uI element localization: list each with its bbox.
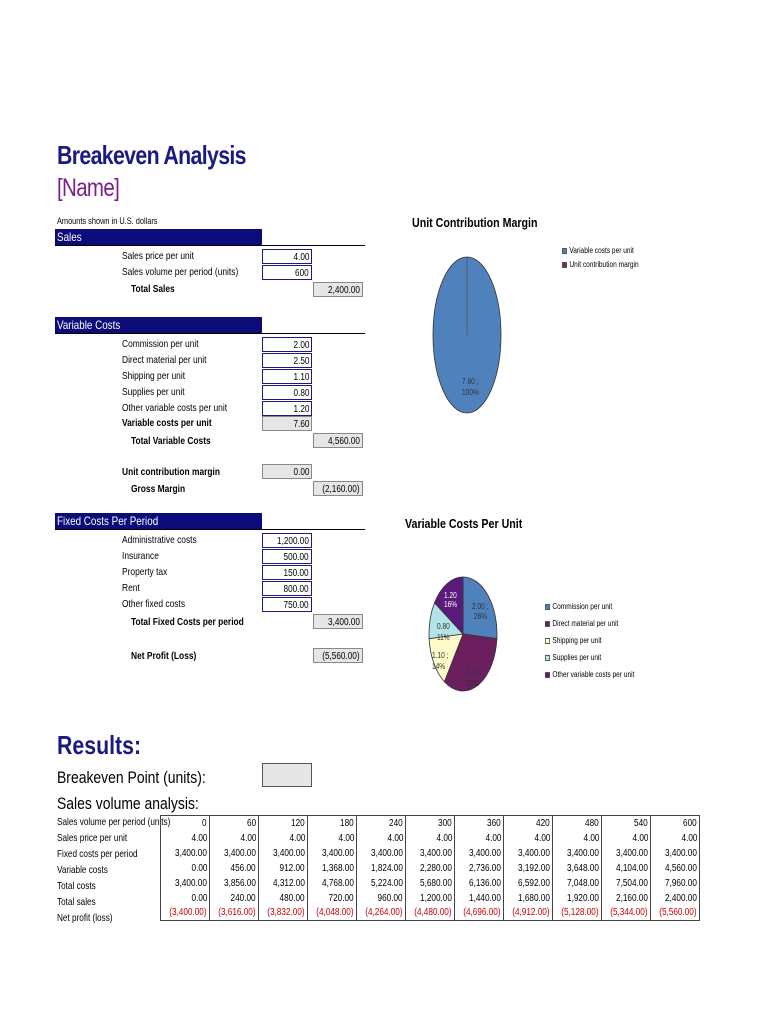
table-cell: 3,400.00 (553, 846, 602, 861)
company-name[interactable]: [Name] (57, 174, 120, 202)
table-cell: (3,400.00) (161, 906, 210, 921)
pie2-label: 0.80 (437, 622, 450, 631)
variable-cost-label: Direct material per unit (122, 354, 207, 366)
table-cell: 912.00 (259, 861, 308, 876)
results-row-label: Sales volume per period (units) (57, 816, 171, 828)
variable-cost-sum-value: 7.60 (262, 416, 312, 431)
table-cell: 1,200.00 (406, 891, 455, 906)
results-row-label: Total sales (57, 896, 96, 908)
table-cell: 4,560.00 (651, 861, 700, 876)
table-cell: 240 (357, 816, 406, 831)
divider (55, 529, 365, 530)
table-cell: 480 (553, 816, 602, 831)
legend-swatch (562, 248, 567, 254)
legend-swatch (545, 672, 550, 678)
sales-volume-label: Sales volume per period (units) (122, 266, 239, 278)
results-row-label: Net profit (loss) (57, 912, 113, 924)
variable-cost-label: Commission per unit (122, 338, 199, 350)
variable-cost-label: Other variable costs per unit (122, 402, 228, 414)
table-cell: 4.00 (651, 831, 700, 846)
variable-cost-input[interactable]: 2.50 (262, 353, 312, 368)
pie2-label: 1.20 (444, 591, 457, 600)
divider (55, 245, 365, 246)
pie2-label: 16% (444, 600, 458, 609)
fixed-cost-input[interactable]: 150.00 (262, 565, 312, 580)
chart-title-unit-contribution: Unit Contribution Margin (412, 215, 538, 230)
table-cell: 1,920.00 (553, 891, 602, 906)
pie1-label-pct: 100% (462, 388, 479, 397)
variable-costs-header: Variable Costs (55, 317, 262, 334)
legend-item: Direct material per unit (545, 619, 618, 628)
results-row-label: Variable costs (57, 864, 108, 876)
divider (55, 333, 365, 334)
table-cell: 456.00 (210, 861, 259, 876)
chart-title-variable-costs: Variable Costs Per Unit (405, 516, 523, 531)
unit-contribution-margin-value: 0.00 (262, 464, 312, 479)
unit-contribution-pie (420, 255, 530, 425)
variable-cost-input[interactable]: 2.00 (262, 337, 312, 352)
table-cell: (3,832.00) (259, 906, 308, 921)
breakeven-point-label: Breakeven Point (units): (57, 768, 206, 787)
legend-item: Shipping per unit (545, 636, 602, 645)
table-cell: 3,400.00 (308, 846, 357, 861)
table-cell: 6,592.00 (504, 876, 553, 891)
table-cell: 4.00 (308, 831, 357, 846)
table-cell: (4,912.00) (504, 906, 553, 921)
fixed-cost-input[interactable]: 1,200.00 (262, 533, 312, 548)
table-cell: 120 (259, 816, 308, 831)
pie2-label: 26% (474, 612, 488, 621)
total-fixed-costs-label: Total Fixed Costs per period (131, 616, 244, 628)
total-sales-value: 2,400.00 (313, 282, 363, 297)
table-cell: 600 (651, 816, 700, 831)
fixed-cost-input[interactable]: 800.00 (262, 581, 312, 596)
table-cell: 1,680.00 (504, 891, 553, 906)
table-row (161, 876, 700, 891)
gross-margin-label: Gross Margin (131, 483, 186, 495)
fixed-cost-label: Other fixed costs (122, 598, 186, 610)
results-row-label: Sales price per unit (57, 832, 128, 844)
pie2-label: 11% (437, 633, 450, 642)
fixed-cost-input[interactable]: 750.00 (262, 597, 312, 612)
legend-swatch (545, 604, 550, 610)
table-cell: 360 (455, 816, 504, 831)
results-header: Results: (57, 730, 142, 760)
legend-item: Supplies per unit (545, 653, 601, 662)
table-cell: 3,648.00 (553, 861, 602, 876)
fixed-cost-label: Rent (122, 582, 140, 594)
variable-cost-input[interactable]: 1.20 (262, 401, 312, 416)
table-cell: 4.00 (210, 831, 259, 846)
table-cell: 4.00 (161, 831, 210, 846)
table-cell: (3,616.00) (210, 906, 259, 921)
unit-contribution-margin-label: Unit contribution margin (122, 466, 220, 478)
variable-cost-label: Supplies per unit (122, 386, 185, 398)
table-cell: 180 (308, 816, 357, 831)
sales-header: Sales (55, 229, 262, 246)
table-cell: 960.00 (357, 891, 406, 906)
table-cell: 2,160.00 (602, 891, 651, 906)
total-variable-costs-value: 4,560.00 (313, 433, 363, 448)
table-cell: 2,736.00 (455, 861, 504, 876)
table-row (161, 906, 700, 921)
sales-volume-input[interactable]: 600 (262, 265, 312, 280)
table-cell: 4.00 (553, 831, 602, 846)
table-cell: 720.00 (308, 891, 357, 906)
legend-swatch (562, 262, 567, 268)
table-cell: 6,136.00 (455, 876, 504, 891)
fixed-cost-input[interactable]: 500.00 (262, 549, 312, 564)
table-cell: 3,400.00 (504, 846, 553, 861)
table-cell: 1,824.00 (357, 861, 406, 876)
legend-item: Commission per unit (545, 602, 612, 611)
table-cell: 3,856.00 (210, 876, 259, 891)
pie2-label: 2.00 ; (472, 602, 489, 611)
legend-swatch (545, 638, 550, 644)
sales-volume-analysis-label: Sales volume analysis: (57, 794, 199, 813)
table-cell: 4,312.00 (259, 876, 308, 891)
variable-cost-input[interactable]: 0.80 (262, 385, 312, 400)
sales-price-label: Sales price per unit (122, 250, 194, 262)
gross-margin-value: (2,160.00) (313, 481, 363, 496)
table-cell: 3,400.00 (210, 846, 259, 861)
table-cell: 3,400.00 (651, 846, 700, 861)
table-row (161, 831, 700, 846)
table-cell: 4.00 (406, 831, 455, 846)
variable-cost-input[interactable]: 1.10 (262, 369, 312, 384)
legend-item: Other variable costs per unit (545, 670, 634, 679)
table-cell: (5,344.00) (602, 906, 651, 921)
pie2-label: 33% (466, 679, 480, 688)
table-cell: 1,368.00 (308, 861, 357, 876)
pie2-label: 2.50 (466, 668, 479, 677)
legend-swatch (545, 621, 550, 627)
fixed-costs-header: Fixed Costs Per Period (55, 513, 262, 530)
table-cell: 0.00 (161, 891, 210, 906)
sales-volume-table (160, 815, 700, 921)
table-cell: (4,264.00) (357, 906, 406, 921)
table-cell: 3,192.00 (504, 861, 553, 876)
table-row (161, 891, 700, 906)
table-cell: 540 (602, 816, 651, 831)
sales-price-input[interactable]: 4.00 (262, 249, 312, 264)
table-cell: 3,400.00 (357, 846, 406, 861)
table-cell: 4.00 (259, 831, 308, 846)
table-cell: 4,768.00 (308, 876, 357, 891)
table-cell: (4,480.00) (406, 906, 455, 921)
legend-item: Variable costs per unit (562, 246, 634, 255)
table-cell: (4,696.00) (455, 906, 504, 921)
table-cell: 4.00 (504, 831, 553, 846)
table-cell: 5,224.00 (357, 876, 406, 891)
currency-note: Amounts shown in U.S. dollars (57, 216, 158, 226)
page-title: Breakeven Analysis (57, 140, 246, 170)
table-cell: 2,280.00 (406, 861, 455, 876)
pie2-label: 14% (432, 662, 446, 671)
table-row (161, 846, 700, 861)
table-cell: (5,128.00) (553, 906, 602, 921)
table-cell: 3,400.00 (602, 846, 651, 861)
legend-item: Unit contribution margin (562, 260, 639, 269)
table-row (161, 816, 700, 831)
table-cell: 3,400.00 (161, 876, 210, 891)
table-row (161, 861, 700, 876)
legend-swatch (545, 655, 550, 661)
table-cell: 60 (210, 816, 259, 831)
fixed-cost-label: Property tax (122, 566, 168, 578)
table-cell: 0 (161, 816, 210, 831)
total-sales-label: Total Sales (131, 283, 175, 295)
table-cell: 7,048.00 (553, 876, 602, 891)
table-cell: 240.00 (210, 891, 259, 906)
table-cell: 480.00 (259, 891, 308, 906)
table-cell: 3,400.00 (259, 846, 308, 861)
table-cell: (4,048.00) (308, 906, 357, 921)
table-cell: 5,680.00 (406, 876, 455, 891)
table-cell: 300 (406, 816, 455, 831)
total-fixed-costs-value: 3,400.00 (313, 614, 363, 629)
table-cell: 4.00 (455, 831, 504, 846)
table-cell: 0.00 (161, 861, 210, 876)
variable-cost-sum-label: Variable costs per unit (122, 417, 212, 429)
table-cell: (5,560.00) (651, 906, 700, 921)
variable-cost-label: Shipping per unit (122, 370, 186, 382)
results-row-label: Fixed costs per period (57, 848, 138, 860)
table-cell: 1,440.00 (455, 891, 504, 906)
pie1-label-value: 7.60 ; (462, 377, 479, 386)
table-cell: 4,104.00 (602, 861, 651, 876)
table-cell: 7,960.00 (651, 876, 700, 891)
net-profit-value: (5,560.00) (313, 648, 363, 663)
table-cell: 420 (504, 816, 553, 831)
fixed-cost-label: Insurance (122, 550, 159, 562)
table-cell: 3,400.00 (455, 846, 504, 861)
table-cell: 3,400.00 (406, 846, 455, 861)
total-variable-costs-label: Total Variable Costs (131, 435, 211, 447)
table-cell: 3,400.00 (161, 846, 210, 861)
table-cell: 7,504.00 (602, 876, 651, 891)
breakeven-point-value (262, 763, 312, 787)
table-cell: 4.00 (602, 831, 651, 846)
net-profit-label: Net Profit (Loss) (131, 650, 197, 662)
fixed-cost-label: Administrative costs (122, 534, 197, 546)
table-cell: 4.00 (357, 831, 406, 846)
results-row-label: Total costs (57, 880, 96, 892)
pie2-label: 1.10 ; (432, 651, 449, 660)
table-cell: 2,400.00 (651, 891, 700, 906)
